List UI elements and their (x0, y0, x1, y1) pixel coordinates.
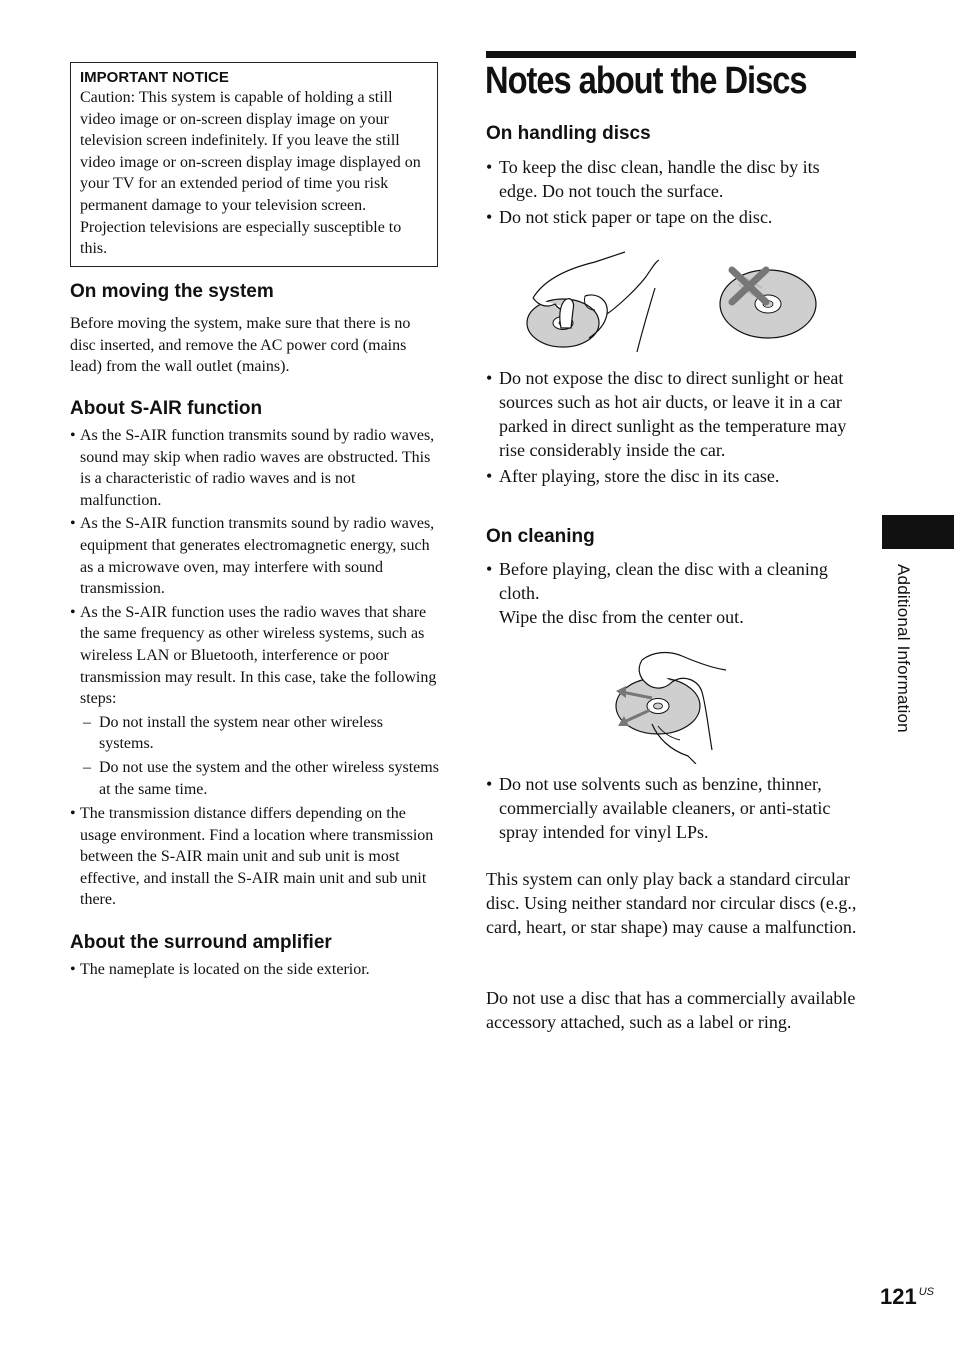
exposure-list (486, 366, 856, 490)
list-item (70, 712, 440, 755)
list-item-text: Wipe the disc from the center out. (499, 607, 744, 627)
page-number-suffix: US (918, 1286, 934, 1298)
accessory-paragraph: Do not use a disc that has a commercially available accessory attached, such as a label or ring. (486, 988, 856, 1032)
list-item-text: Do not install the system near other wireless systems. (99, 713, 383, 753)
important-notice-box (70, 62, 438, 267)
bullet: • (486, 207, 493, 227)
list-item (70, 513, 440, 599)
bullet: • (486, 157, 493, 177)
sair-list (70, 425, 440, 911)
amp-heading: About the surround amplifier (70, 932, 332, 953)
list-item-text: As the S-AIR function transmits sound by radio waves, equipment that generates electromagnetic energy, such as a microwave oven, may interfere with sound transmission. (80, 515, 435, 598)
page-number-value: 121 (880, 1284, 917, 1309)
solvents-list (486, 772, 856, 846)
handling-list (486, 155, 856, 231)
notice-text: Caution: This system is capable of holding a still video image or on-screen display image on your television screen indefinitely. If you leave the still video image or on-screen display image displayed on your TV for an extended period of time you risk permanent damage to your television screen. Projection televisions are especially susceptible to this. (80, 89, 421, 258)
bullet: • (70, 427, 76, 444)
list-item-text: To keep the disc clean, handle the disc by its edge. Do not touch the surface. (499, 157, 820, 201)
disc-shape-paragraph: This system can only play back a standard circular disc. Using neither standard nor circular discs (e.g., card, heart, or star shape) may cause a malfunction. (486, 869, 857, 937)
bullet: • (486, 774, 493, 794)
list-item (486, 772, 856, 844)
sublist-container (70, 712, 440, 800)
list-item-text: Before playing, clean the disc with a cleaning cloth. (499, 559, 828, 603)
list-item-text: Do not stick paper or tape on the disc. (499, 207, 773, 227)
list-item-text: Do not expose the disc to direct sunlight or heat sources such as hot air ducts, or leave it in a car parked in direct sunlight as the temperature may rise considerably inside the car. (499, 368, 847, 460)
list-item (70, 425, 440, 511)
section-tab-marker (882, 515, 954, 549)
list-item (486, 464, 856, 488)
cleaning-heading: On cleaning (486, 526, 595, 547)
bullet: • (70, 515, 76, 533)
title-rule (486, 51, 856, 58)
moving-text: Before moving the system, make sure that there is no disc inserted, and remove the AC power cord (mains lead) from the wall outlet (mains). (70, 315, 411, 375)
cleaning-list (486, 557, 856, 631)
list-item-text: After playing, store the disc in its case. (499, 466, 780, 486)
section-side-label: Additional Information (894, 564, 913, 733)
moving-heading: On moving the system (70, 281, 274, 302)
bullet: • (70, 805, 76, 823)
disc-crossed-illustration (716, 262, 822, 342)
list-item (70, 959, 440, 981)
list-item-text: Do not use solvents such as benzine, thinner, commercially available cleaners, or anti-static spray intended for vinyl LPs. (499, 774, 831, 842)
disc-cleaning-illustration (612, 646, 734, 764)
amp-list (70, 959, 440, 981)
sair-heading: About S-AIR function (70, 398, 263, 419)
steps-list (70, 712, 440, 800)
list-item (486, 366, 856, 462)
list-item-text: As the S-AIR function uses the radio waves that share the same frequency as other wireless systems, such as wireless LAN or Bluetooth, interference or poor transmission may result. In this case, take the following steps: (80, 603, 437, 708)
page-title: Notes about the Discs (485, 60, 807, 102)
dash: – (83, 758, 91, 776)
hand-holding-disc-illustration (525, 248, 665, 354)
bullet: • (486, 559, 493, 579)
bullet: • (486, 466, 493, 486)
list-item (486, 557, 856, 629)
list-item (70, 803, 440, 911)
bullet: • (70, 603, 76, 621)
list-item (70, 602, 440, 710)
notice-title: IMPORTANT NOTICE (80, 69, 229, 86)
handling-heading: On handling discs (486, 123, 651, 144)
list-item (486, 155, 856, 203)
list-item (486, 205, 856, 229)
list-item-text: The nameplate is located on the side exterior. (80, 961, 370, 978)
list-item-text: Do not use the system and the other wireless systems at the same time. (99, 758, 439, 798)
dash: – (83, 713, 91, 731)
bullet: • (70, 961, 76, 978)
bullet: • (486, 368, 493, 388)
list-item-text: As the S-AIR function transmits sound by radio waves, sound may skip when radio waves are obstructed. This is a characteristic of radio waves and is not malfunction. (80, 427, 435, 509)
list-item-text: The transmission distance differs depending on the usage environment. Find a location where transmission between the S-AIR main unit and sub unit is most effective, and install the S-AIR main unit and sub unit there. (80, 805, 434, 909)
list-item (70, 757, 440, 800)
page-number (880, 1284, 934, 1310)
